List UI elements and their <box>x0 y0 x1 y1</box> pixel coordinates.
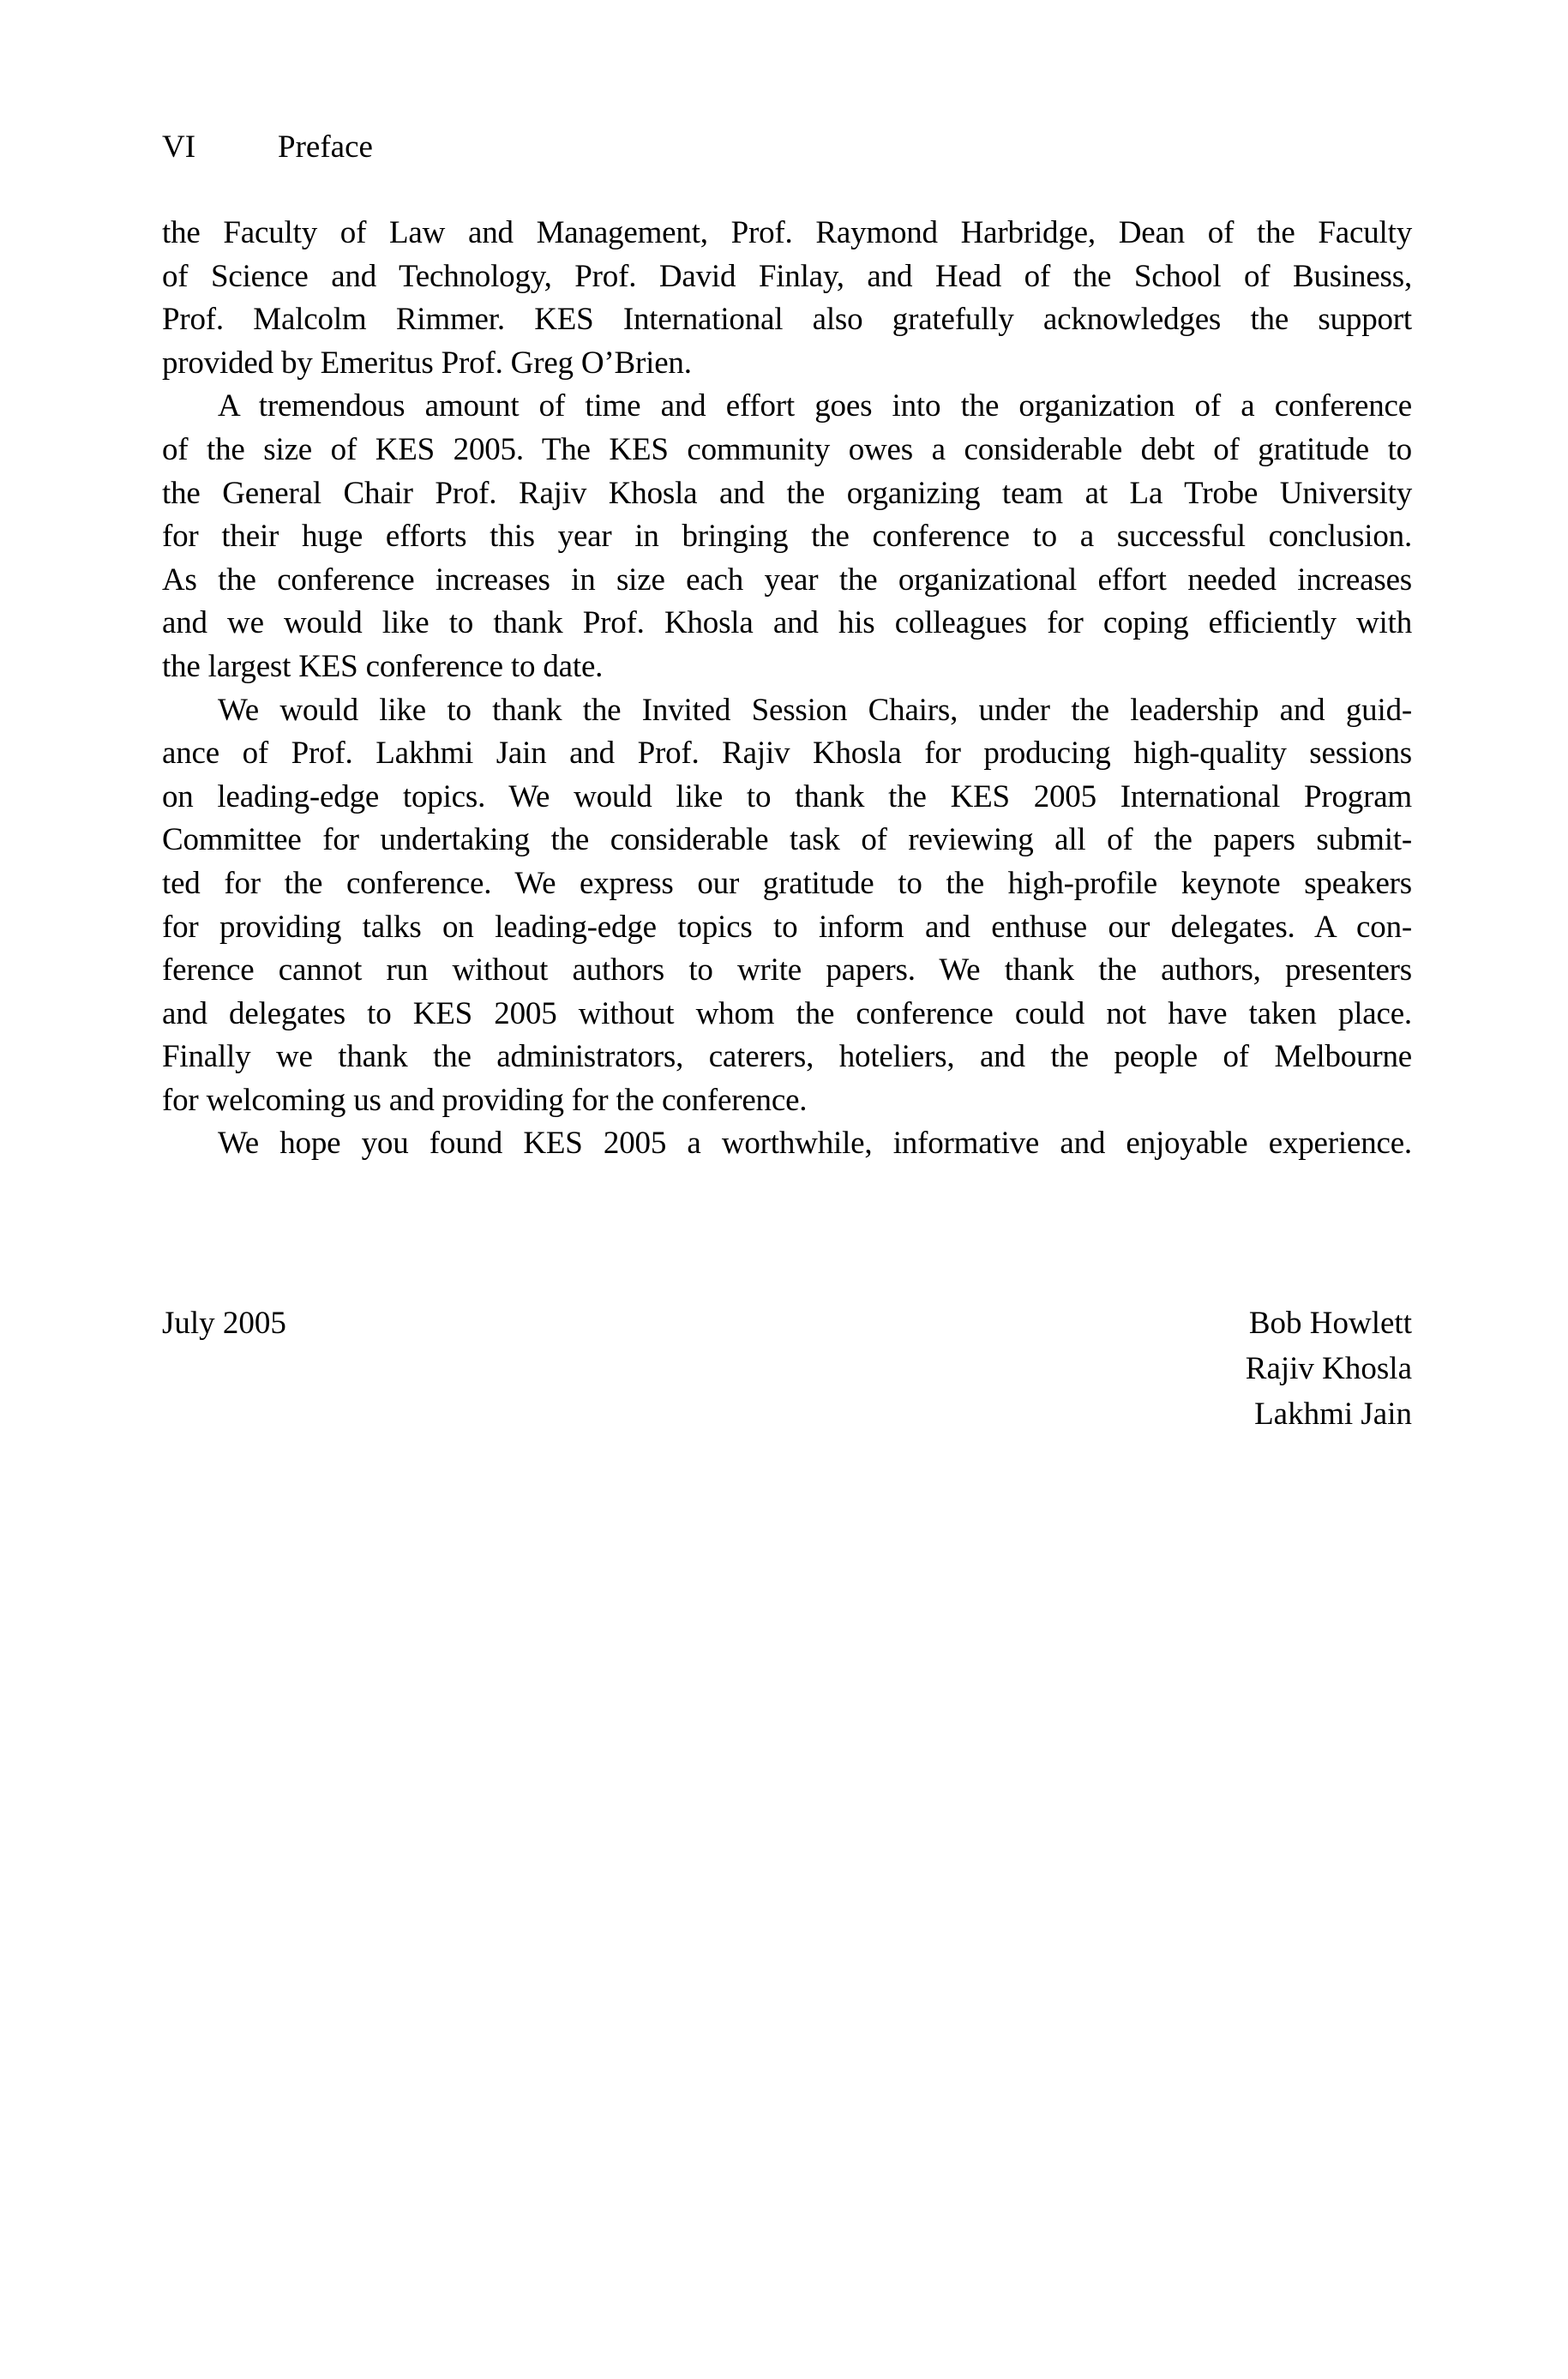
signoff-author: Bob Howlett <box>1248 1306 1412 1341</box>
body-line: Prof. Malcolm Rimmer. KES International also gratefully acknowledges the support <box>162 302 1412 338</box>
running-title: Preface <box>278 129 373 165</box>
body-line: for providing talks on leading-edge topics to inform and enthuse our delegates. A con- <box>162 909 1412 945</box>
signoff-author: Lakhmi Jain <box>1254 1397 1412 1432</box>
body-line: for welcoming us and providing for the conference. <box>162 1082 808 1118</box>
body-line: Committee for undertaking the considerable task of reviewing all of the papers submit- <box>162 822 1412 858</box>
body-line: and we would like to thank Prof. Khosla and his colleagues for coping efficiently with <box>162 605 1412 641</box>
body-line: ted for the conference. We express our gratitude to the high-profile keynote speakers <box>162 865 1412 901</box>
body-line: the largest KES conference to date. <box>162 648 604 684</box>
body-line: As the conference increases in size each year the organizational effort needed increases <box>162 562 1412 598</box>
body-line: A tremendous amount of time and effort goes into the organization of a conference <box>218 388 1412 424</box>
body-line: on leading-edge topics. We would like to thank the KES 2005 International Program <box>162 778 1412 814</box>
signoff-author: Rajiv Khosla <box>1245 1351 1412 1386</box>
signoff-block <box>162 1301 1412 1437</box>
body-line: We would like to thank the Invited Session Chairs, under the leadership and guid- <box>218 692 1412 728</box>
body-line: of the size of KES 2005. The KES community owes a considerable debt of gratitude to <box>162 431 1412 467</box>
body-line: We hope you found KES 2005 a worthwhile, informative and enjoyable experience. <box>218 1126 1412 1162</box>
running-header <box>162 129 373 166</box>
body-line: Finally we thank the administrators, caterers, hoteliers, and the people of Melbourne <box>162 1039 1412 1075</box>
body-line: for their huge efforts this year in bringing the conference to a successful conclusion. <box>162 519 1412 555</box>
signoff-date: July 2005 <box>162 1306 286 1341</box>
body-line: the General Chair Prof. Rajiv Khosla and the organizing team at La Trobe University <box>162 475 1412 511</box>
body-line: ance of Prof. Lakhmi Jain and Prof. Rajiv Khosla for producing high-quality sessions <box>162 736 1412 772</box>
body-line: of Science and Technology, Prof. David Finlay, and Head of the School of Business, <box>162 258 1412 294</box>
signoff-authors <box>162 1301 1412 1437</box>
page-number: VI <box>162 129 196 165</box>
body-line: the Faculty of Law and Management, Prof. Raymond Harbridge, Dean of the Faculty <box>162 215 1412 250</box>
body-line: provided by Emeritus Prof. Greg O’Brien. <box>162 345 692 381</box>
preface-body <box>162 212 1412 1166</box>
body-line: ference cannot run without authors to write papers. We thank the authors, presenters <box>162 952 1412 988</box>
body-line: and delegates to KES 2005 without whom the conference could not have taken place. <box>162 995 1412 1031</box>
